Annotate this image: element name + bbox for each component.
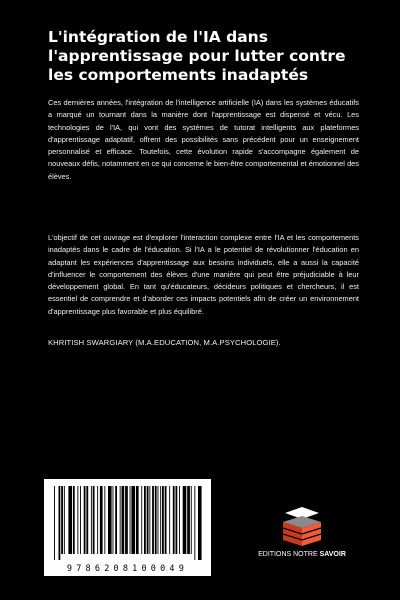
barcode-bar [54, 486, 55, 560]
publisher-name [236, 551, 368, 558]
barcode-bars [50, 486, 205, 560]
author-name: KHRITISH SWARGIARY (M.A.EDUCATION, M.A.PSYCHOLOGIE). [48, 338, 281, 347]
barcode-bar [115, 486, 117, 554]
barcode-bar [122, 486, 125, 554]
barcode-bar [104, 486, 105, 554]
barcode-bar [64, 486, 65, 554]
barcode-bar [176, 486, 178, 554]
barcode-bar [198, 486, 202, 560]
barcode-bar [158, 486, 159, 554]
barcode-bar [165, 486, 167, 554]
barcode-bar [91, 486, 92, 554]
barcode-bar [187, 486, 190, 554]
barcode-bar [113, 486, 114, 554]
barcode-bar [61, 486, 63, 554]
barcode-bar [160, 486, 161, 554]
barcode-bar [97, 486, 98, 554]
barcode-bar [183, 486, 187, 554]
summary-paragraph-1: Ces dernières années, l'intégration de l'intelligence artificielle (IA) dans les systèmes éducatifs a marqué un tournant dans la manière dont l'apprentissage est dispensé et vécu. Les technologies de l'IA, qui vont des systèmes de tutorat intelligents aux plateformes d'apprentissage adaptatif, offrent des possibilités sans précédent pour un enseignement personnalisé et efficace. Toutefois, cette évolution rapide s'accompagne également de nouveaux défis, notamment en ce qui concerne le bien-être comportemental et émotionnel des élèves. [48, 98, 359, 181]
barcode-bar [194, 486, 195, 560]
publisher-prefix: EDITIONS NOTRE [258, 551, 320, 558]
barcode-bar [86, 486, 88, 554]
barcode-bar [100, 486, 103, 554]
stacked-books-icon [257, 506, 347, 548]
barcode-bar [93, 486, 95, 554]
barcode-bar [84, 486, 86, 554]
barcode-bar [141, 486, 142, 554]
barcode-bar [169, 486, 170, 554]
barcode-bar [68, 486, 72, 554]
barcode-bar [59, 486, 61, 560]
book-title: L'intégration de l'IA dans l'apprentissage pour lutter contre les comportements inadaptés [48, 28, 346, 84]
barcode-bar [80, 486, 81, 554]
barcode-bar [173, 486, 175, 554]
summary-paragraph-2: L'objectif de cet ouvrage est d'explorer l'interaction complexe entre l'IA et les comportements inadaptés dans le cadre de l'éducation. Si l'IA a le potentiel de révolutionner l'éducation en adaptant les expériences d'apprentissage aux besoins individuels, elle a aussi la capacité d'influencer le comportement des élèves d'une manière qui peut être préjudiciable à leur développement global. En tant qu'éducateurs, décideurs politiques et chercheurs, il est essentiel de comprendre et d'aborder ces impacts potentiels afin de créer un environnement d'apprentissage plus favorable et plus équilibré. [48, 233, 359, 316]
barcode-bar [77, 486, 78, 554]
barcode-bar [136, 486, 139, 554]
barcode-bar [144, 486, 146, 554]
isbn-number: 9786208100049 [66, 564, 189, 574]
isbn-barcode [44, 479, 211, 576]
barcode-bar [73, 486, 75, 554]
barcode-bar [130, 486, 131, 554]
barcode-bar [125, 486, 128, 554]
barcode-bar [147, 486, 149, 554]
barcode-bar [120, 486, 121, 554]
barcode-bar [108, 486, 112, 554]
barcode-bar [155, 486, 157, 554]
barcode-bar [191, 486, 192, 554]
barcode-bar [162, 486, 164, 554]
barcode-bar [149, 486, 150, 554]
barcode-bar [179, 486, 180, 554]
publisher-emphasis: SAVOIR [319, 551, 346, 558]
barcode-bar [152, 486, 154, 554]
barcode-bar [131, 486, 135, 554]
